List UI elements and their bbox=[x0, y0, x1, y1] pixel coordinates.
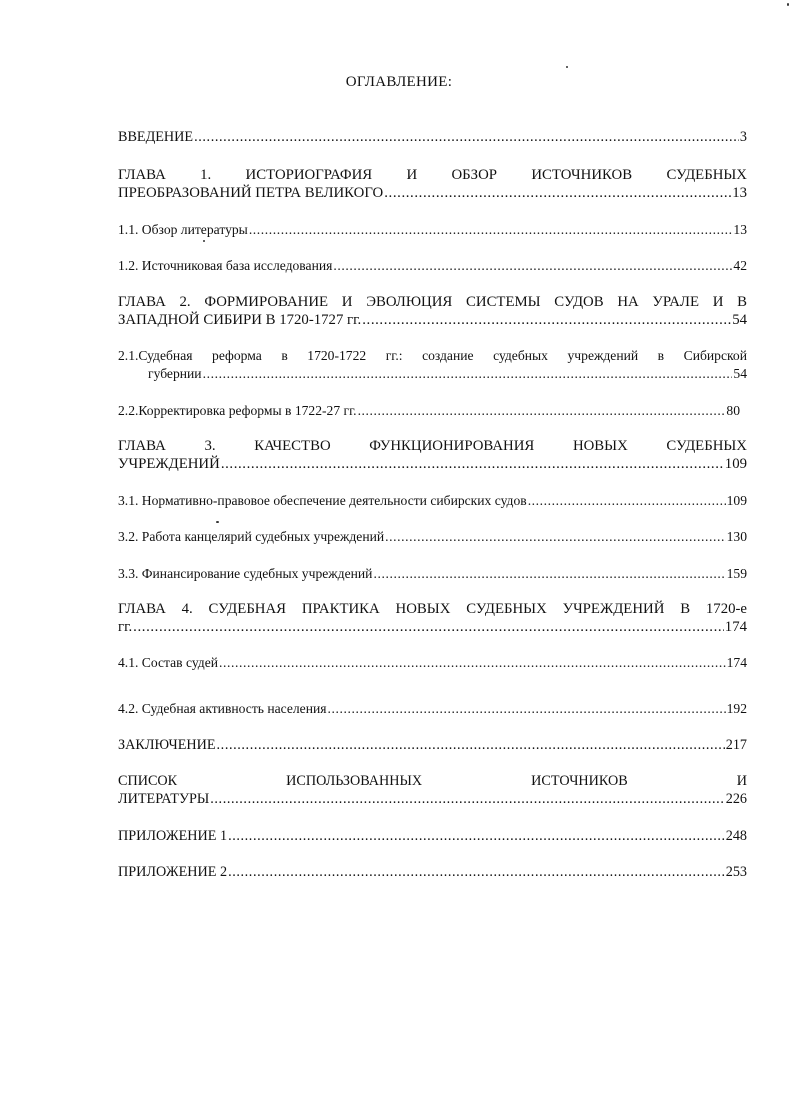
toc-entry-appendix-2[interactable] bbox=[118, 863, 747, 881]
toc-entry-conclusion[interactable] bbox=[118, 736, 747, 754]
toc-entry-label: ЗАКЛЮЧЕНИЕ bbox=[118, 737, 216, 753]
dot-leader bbox=[221, 455, 724, 473]
toc-page-number: 253 bbox=[725, 864, 747, 880]
toc-entry-label: ВВЕДЕНИЕ bbox=[118, 129, 194, 145]
dot-leader bbox=[328, 700, 726, 718]
dot-leader bbox=[203, 365, 733, 383]
dot-leader bbox=[358, 402, 726, 420]
toc-page-number: 54 bbox=[732, 312, 747, 328]
toc-page-number: 217 bbox=[725, 737, 747, 753]
dot-leader bbox=[217, 736, 725, 754]
toc-page-number: 13 bbox=[733, 222, 747, 237]
toc-page-number: 159 bbox=[726, 566, 747, 581]
dot-leader bbox=[228, 827, 725, 845]
toc-entry-heading-line: 2.1.Судебная реформа в 1720-1722 гг.: создание судебных учреждений в Сибирской bbox=[118, 348, 747, 363]
toc-page-number: 54 bbox=[733, 366, 747, 381]
dot-leader bbox=[385, 528, 725, 546]
page-title: ОГЛАВЛЕНИЕ: bbox=[345, 74, 453, 90]
toc-entry-heading-line: ГЛАВА 1. ИСТОРИОГРАФИЯ И ОБЗОР ИСТОЧНИКОВ СУДЕБНЫХ bbox=[118, 167, 747, 183]
toc-page-number: 226 bbox=[725, 791, 747, 807]
toc-entry-section-3-2[interactable] bbox=[118, 528, 747, 546]
dot-leader bbox=[210, 790, 724, 808]
toc-page-number: 109 bbox=[724, 456, 747, 472]
toc-entry-label: 3.2. Работа канцелярий судебных учреждений bbox=[118, 529, 385, 544]
toc-entry-label: ПРЕОБРАЗОВАНИЙ ПЕТРА ВЕЛИКОГО bbox=[118, 185, 384, 201]
dot-leader bbox=[528, 492, 726, 510]
dot-leader bbox=[249, 221, 733, 239]
toc-entry-label: губернии bbox=[148, 366, 202, 381]
toc-entry-section-4-2[interactable] bbox=[118, 700, 747, 718]
toc-entry-label: 4.2. Судебная активность населения bbox=[118, 701, 327, 716]
toc-entry-label: 1.1. Обзор литературы bbox=[118, 222, 248, 237]
toc-entry-heading-line: ГЛАВА 4. СУДЕБНАЯ ПРАКТИКА НОВЫХ СУДЕБНЫХ УЧРЕЖДЕНИЙ В 1720-е bbox=[118, 601, 747, 617]
toc-entry-label: гг. bbox=[118, 619, 133, 635]
toc-page-number: 13 bbox=[732, 185, 747, 201]
toc-entry-chapter-3[interactable] bbox=[118, 437, 747, 473]
dot-leader bbox=[333, 257, 732, 275]
toc-entry-section-3-1[interactable] bbox=[118, 492, 747, 510]
toc-entry-label: 4.1. Состав судей bbox=[118, 655, 219, 670]
scan-speck bbox=[203, 240, 205, 242]
scan-speck bbox=[566, 66, 568, 68]
toc-entry-section-1-2[interactable] bbox=[118, 257, 747, 275]
toc-entry-label: ЗАПАДНОЙ СИБИРИ В 1720-1727 гг. bbox=[118, 312, 362, 328]
toc-entry-section-2-2[interactable] bbox=[118, 402, 747, 420]
toc-entry-label: УЧРЕЖДЕНИЙ bbox=[118, 456, 220, 472]
dot-leader bbox=[373, 565, 725, 583]
toc-entry-chapter-1[interactable] bbox=[118, 166, 747, 202]
toc-entry-label: ПРИЛОЖЕНИЕ 1 bbox=[118, 828, 228, 844]
toc-entry-label: 3.1. Нормативно-правовое обеспечение деятельности сибирских судов bbox=[118, 493, 527, 508]
toc-entry-appendix-1[interactable] bbox=[118, 827, 747, 845]
dot-leader bbox=[194, 128, 739, 146]
dot-leader bbox=[228, 863, 725, 881]
toc-page-number: 192 bbox=[726, 701, 747, 716]
scan-speck bbox=[216, 521, 219, 523]
toc-page-number: 130 bbox=[726, 529, 747, 544]
dot-leader bbox=[362, 311, 731, 329]
toc-entry-label: ПРИЛОЖЕНИЕ 2 bbox=[118, 864, 228, 880]
toc-entry-chapter-2[interactable] bbox=[118, 293, 747, 329]
toc-entry-section-4-1[interactable] bbox=[118, 654, 747, 672]
toc-entry-heading-line: ГЛАВА 3. КАЧЕСТВО ФУНКЦИОНИРОВАНИЯ НОВЫХ СУДЕБНЫХ bbox=[118, 438, 747, 454]
toc-entry-section-1-1[interactable] bbox=[118, 221, 747, 239]
scan-speck bbox=[787, 3, 789, 6]
toc-entry-label: 2.2.Корректировка реформы в 1722-27 гг. bbox=[118, 403, 357, 418]
toc-page-number: 109 bbox=[726, 493, 747, 508]
toc-entry-section-3-3[interactable] bbox=[118, 565, 747, 583]
toc-entry-label: 1.2. Источниковая база исследования bbox=[118, 258, 333, 273]
toc-entry-introduction[interactable] bbox=[118, 128, 747, 146]
toc-entry-section-2-1[interactable] bbox=[118, 347, 747, 383]
toc-page-number: 80 bbox=[726, 403, 740, 418]
toc-entry-label: 3.3. Финансирование судебных учреждений bbox=[118, 566, 373, 581]
dot-leader bbox=[219, 654, 726, 672]
toc-page-number: 248 bbox=[725, 828, 747, 844]
toc-entry-chapter-4[interactable] bbox=[118, 600, 747, 636]
toc-page-number: 3 bbox=[739, 129, 747, 145]
toc-entry-bibliography[interactable] bbox=[118, 772, 747, 808]
toc-page-number: 174 bbox=[724, 619, 747, 635]
toc-page-number: 42 bbox=[733, 258, 747, 273]
toc-entry-heading-line: ГЛАВА 2. ФОРМИРОВАНИЕ И ЭВОЛЮЦИЯ СИСТЕМЫ СУДОВ НА УРАЛЕ И В bbox=[118, 294, 747, 310]
toc-page-number: 174 bbox=[726, 655, 747, 670]
toc-entry-heading-line: СПИСОК ИСПОЛЬЗОВАННЫХ ИСТОЧНИКОВ И bbox=[118, 773, 747, 789]
toc-entry-label: ЛИТЕРАТУРЫ bbox=[118, 791, 210, 807]
dot-leader bbox=[133, 618, 724, 636]
dot-leader bbox=[384, 184, 731, 202]
